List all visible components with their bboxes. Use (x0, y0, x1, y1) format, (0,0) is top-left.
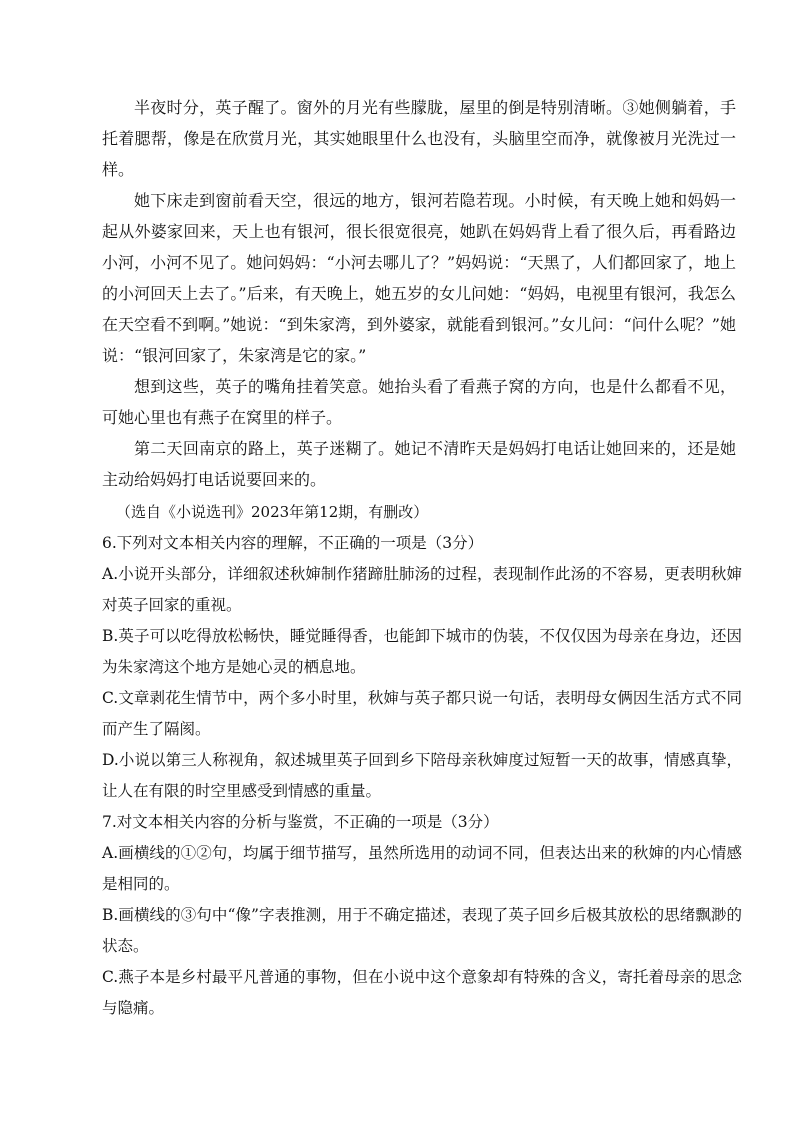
story-excerpt (102, 92, 736, 528)
question-6-title: 6.下列对文本相关内容的理解，不正确的一项是（3分） (102, 534, 484, 552)
question-7-title: 7.对文本相关内容的分析与鉴赏，不正确的一项是（3分） (102, 813, 499, 831)
story-paragraph-3: 想到这些，英子的嘴角挂着笑意。她抬头看了看燕子窝的方向，也是什么都看不见，可她心里也有燕子在窝里的样子。 (102, 377, 736, 427)
question-6-option-a: A.小说开头部分，详细叙述秋婶制作猪蹄肚肺汤的过程，表现制作此汤的不容易，更表明秋婶对英子回家的重视。 (102, 565, 742, 614)
question-6 (102, 528, 742, 807)
question-7 (102, 807, 742, 1024)
question-6-option-c: C.文章剥花生情节中，两个多小时里，秋婶与英子都只说一句话，表明母女俩因生活方式不同而产生了隔阂。 (102, 689, 742, 738)
question-section (102, 528, 742, 1024)
story-paragraph-4: 第二天回南京的路上，英子迷糊了。她记不清昨天是妈妈打电话让她回来的，还是她主动给妈妈打电话说要回来的。 (102, 439, 736, 489)
question-7-option-b: B.画横线的③句中“像”字表推测，用于不确定描述，表现了英子回乡后极其放松的思绪飘渺的状态。 (102, 906, 742, 955)
story-paragraph-1: 半夜时分，英子醒了。窗外的月光有些朦胧，屋里的倒是特别清晰。③她侧躺着，手托着腮帮，像是在欣赏月光，其实她眼里什么也没有，头脑里空而净，就像被月光洗过一样。 (102, 98, 736, 179)
question-7-option-a: A.画横线的①②句，均属于细节描写，虽然所选用的动词不同，但表达出来的秋婶的内心情感是相同的。 (102, 844, 742, 893)
question-6-option-d: D.小说以第三人称视角，叙述城里英子回到乡下陪母亲秋婶度过短暂一天的故事，情感真挚，让人在有限的时空里感受到情感的重量。 (102, 751, 742, 800)
story-paragraph-2: 她下床走到窗前看天空，很远的地方，银河若隐若现。小时候，有天晚上她和妈妈一起从外婆家回来，天上也有银河，很长很宽很亮，她趴在妈妈背上看了很久后，再看路边小河，小河不见了。她问妈妈：“小河去哪儿了？”妈妈说：“天黑了，人们都回家了，地上的小河回天上去了。”后来，有天晚上，她五岁的女儿问她：“妈妈，电视里有银河，我怎么在天空看不到啊。”她说：“到朱家湾，到外婆家，就能看到银河。”女儿问：“问什么呢？”她说：“银河回家了，朱家湾是它的家。” (102, 191, 736, 365)
document-page (102, 92, 742, 1024)
question-7-option-c: C.燕子本是乡村最平凡普通的事物，但在小说中这个意象却有特殊的含义，寄托着母亲的思念与隐痛。 (102, 968, 742, 1017)
question-6-option-b: B.英子可以吃得放松畅快，睡觉睡得香，也能卸下城市的伪装，不仅仅因为母亲在身边，还因为朱家湾这个地方是她心灵的栖息地。 (102, 627, 742, 676)
source-citation: （选自《小说选刊》2023年第12期，有删改） (116, 503, 429, 521)
